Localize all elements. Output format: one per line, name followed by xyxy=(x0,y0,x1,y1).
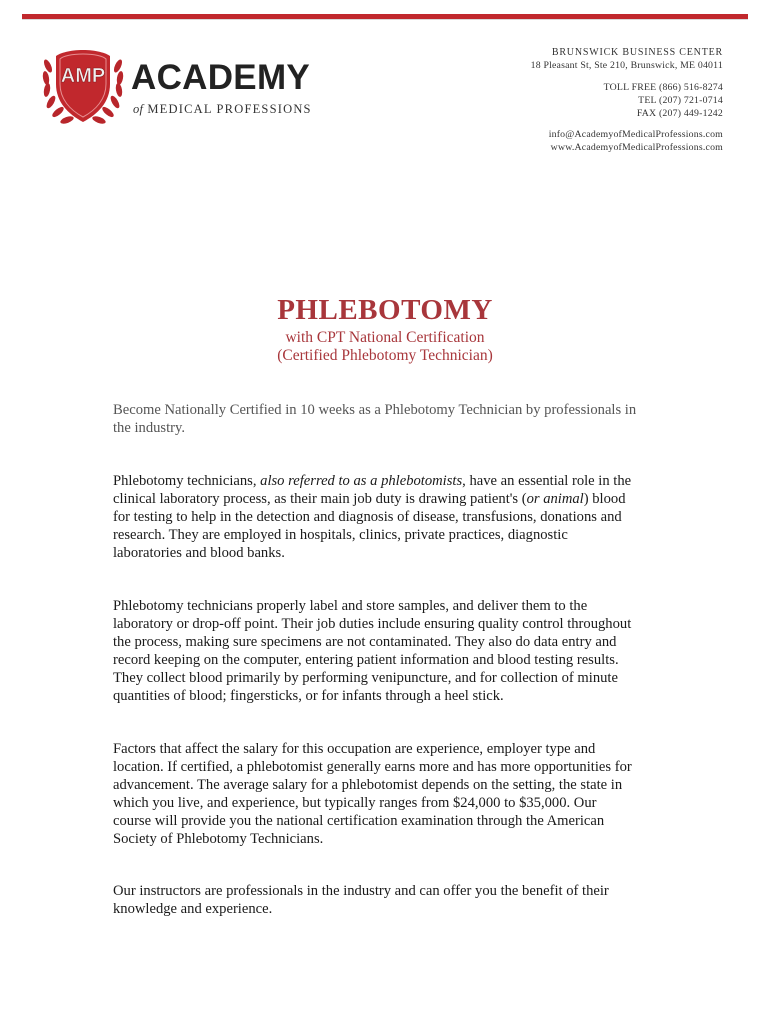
tel-phone: TEL (207) 721-0714 xyxy=(638,95,723,106)
paragraph-line: which you live, and experience, but typically ranges from $24,000 to $35,000. Our xyxy=(113,795,597,811)
paragraph-salary xyxy=(113,740,661,848)
document-subtitle-technician: (Certified Phlebotomy Technician) xyxy=(277,347,493,364)
amp-shield-laurel-icon xyxy=(40,44,126,130)
logo-mark-text: AMP xyxy=(60,65,106,87)
paragraph-line: laboratory or drop-off point. Their job duties include ensuring quality control throughout xyxy=(113,616,632,632)
paragraph-line: Factors that affect the salary for this occupation are experience, employer type and xyxy=(113,741,596,757)
paragraph-line: laboratories and blood banks. xyxy=(113,545,285,561)
paragraph-line: Our instructors are professionals in the industry and can offer you the benefit of their xyxy=(113,883,609,899)
document-subtitle-certification: with CPT National Certification xyxy=(285,329,485,346)
paragraph-line: for testing to help in the detection and diagnosis of disease, transfusions, donations and xyxy=(113,509,622,525)
logo-subtitle-of: of xyxy=(133,102,144,116)
paragraph-role xyxy=(113,472,661,562)
paragraph-line: research. They are employed in hospitals, clinics, private practices, diagnostic xyxy=(113,527,568,543)
website-link[interactable]: www.AcademyofMedicalProfessions.com xyxy=(550,142,723,153)
logo-subtitle-text: MEDICAL PROFESSIONS xyxy=(147,102,312,116)
paragraph-duties xyxy=(113,597,661,705)
logo-subtitle xyxy=(133,102,312,117)
address: 18 Pleasant St, Ste 210, Brunswick, ME 04011 xyxy=(530,60,723,71)
document-title: PHLEBOTOMY xyxy=(277,294,493,326)
paragraph-line: They collect blood primarily by performing venipuncture, and for collection of minute xyxy=(113,670,618,686)
contact-block xyxy=(531,46,723,154)
paragraph-line: Become Nationally Certified in 10 weeks as a Phlebotomy Technician by professionals in xyxy=(113,402,637,418)
toll-free-phone: TOLL FREE (866) 516-8274 xyxy=(603,82,723,93)
fax-number: FAX (207) 449-1242 xyxy=(636,108,723,119)
paragraph-line: clinical laboratory process, as their main job duty is drawing patient's (or animal) blood xyxy=(113,491,626,507)
header-rule-shadow xyxy=(22,19,748,20)
paragraph-line: the process, making sure specimens are not contaminated. They also do data entry and xyxy=(113,634,617,650)
paragraph-line: the industry. xyxy=(113,420,186,436)
paragraph-line: record keeping on the computer, entering patient information and blood testing results. xyxy=(113,652,619,668)
paragraph-intro xyxy=(113,401,661,437)
paragraph-line: course will provide you the national certification examination through the American xyxy=(113,813,605,829)
business-center-name: BRUNSWICK BUSINESS CENTER xyxy=(551,47,723,58)
paragraph-line: Phlebotomy technicians properly label and store samples, and deliver them to the xyxy=(113,598,588,614)
paragraph-line: Phlebotomy technicians, also referred to as a phlebotomists, have an essential role in the xyxy=(113,473,632,489)
paragraph-line: Society of Phlebotomy Technicians. xyxy=(113,831,324,847)
paragraph-line: advancement. The average salary for a phlebotomist depends on the setting, the state in xyxy=(113,777,623,793)
logo-title: ACADEMY xyxy=(131,58,311,97)
paragraph-line: quantities of blood; fingersticks, or for infants through a heel stick. xyxy=(113,688,504,704)
email-link[interactable]: info@AcademyofMedicalProfessions.com xyxy=(548,129,723,140)
paragraph-line: location. If certified, a phlebotomist generally earns more and has more opportunities for xyxy=(113,759,632,775)
academy-logo xyxy=(40,44,340,134)
paragraph-instructors xyxy=(113,882,661,918)
paragraph-line: knowledge and experience. xyxy=(113,901,273,917)
